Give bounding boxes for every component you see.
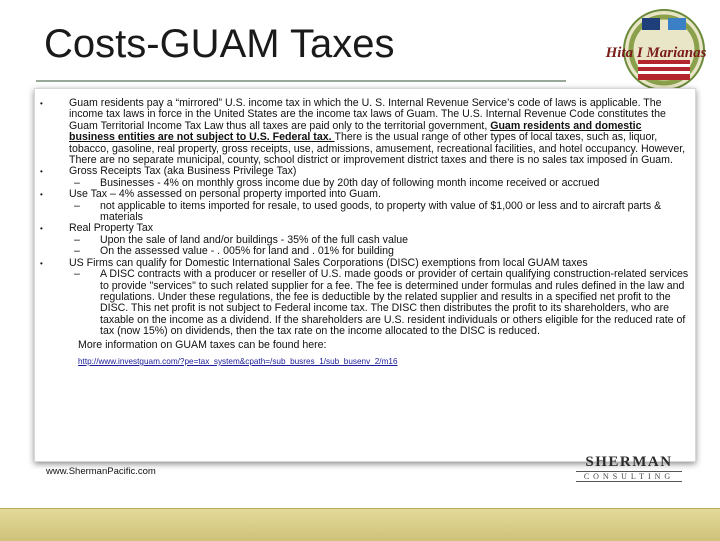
bullet-marker: • bbox=[40, 190, 43, 200]
slide-title: Costs-GUAM Taxes bbox=[44, 22, 395, 66]
bullet-text: US Firms can qualify for Domestic International Sales Corporations (DISC) exemptions from local GUAM taxes bbox=[69, 256, 588, 269]
sub-bullet-item bbox=[40, 269, 690, 337]
sub-bullet-marker: – bbox=[74, 176, 80, 189]
bullet-text: Guam residents pay a “mirrored” U.S. income tax in which the U. S. Internal Revenue Service’s code of laws is applicable. The income tax laws in force in the United States are the income tax laws of Guam. The U.S. Internal Revenue Code constitutes the Guam Territorial Income Tax Law thus all taxes are paid only to the territorial government, bbox=[69, 97, 666, 132]
bullet-list bbox=[40, 98, 690, 367]
sub-bullet-text: Upon the sale of land and/or buildings - 35% of the full cash value bbox=[100, 233, 409, 246]
bullet-item bbox=[40, 98, 690, 166]
bullet-text: Real Property Tax bbox=[69, 222, 154, 235]
sub-bullet-marker: – bbox=[74, 233, 80, 246]
bullet-marker: • bbox=[40, 224, 43, 234]
sub-bullet-text: Businesses - 4% on monthly gross income due by 20th day of following month income received or accrued bbox=[100, 176, 600, 189]
footer-website[interactable]: www.ShermanPacific.com bbox=[46, 466, 156, 477]
sub-bullet-marker: – bbox=[74, 199, 80, 212]
sherman-logo-main: SHERMAN bbox=[585, 454, 673, 470]
tax-info-link[interactable]: http://www.investguam.com/?pe=tax_system&cpath=/sub_busres_1/sub_busenv_2/m16 bbox=[78, 356, 398, 366]
bullet-text: Gross Receipts Tax (aka Business Privilege Tax) bbox=[69, 165, 297, 178]
bullet-text: Guam residents and domestic business entities are not subject to U.S. Federal tax. bbox=[69, 119, 642, 144]
logo-text: Hita I Marianas bbox=[605, 45, 707, 61]
sub-bullet-item bbox=[40, 201, 690, 224]
hita-marianas-logo bbox=[594, 8, 716, 98]
bullet-text: There is the usual range of other types of local taxes, such as, liquor, tobacco, gasoline, real property, gross receipts, use, admissions, amusement, recreational facilities, and hotel occupancy. However, There are no separate municipal, county, school district or improvement district taxes and there is no sales tax imposed in Guam. bbox=[69, 131, 686, 167]
sherman-logo-sub: CONSULTING bbox=[576, 471, 682, 482]
sub-bullet-text: On the assessed value - . 005% for land and . 01% for building bbox=[100, 245, 394, 258]
bullet-text: Use Tax – 4% assessed on personal property imported into Guam. bbox=[69, 188, 381, 201]
more-info-text: More information on GUAM taxes can be found here: bbox=[78, 338, 327, 351]
bullet-marker: • bbox=[40, 167, 43, 177]
sub-bullet-marker: – bbox=[74, 245, 80, 258]
sub-bullet-marker: – bbox=[74, 268, 80, 281]
sherman-consulting-logo bbox=[576, 455, 682, 482]
title-divider bbox=[36, 80, 566, 82]
bullet-marker: • bbox=[40, 258, 43, 268]
bullet-marker: • bbox=[40, 99, 43, 108]
sub-bullet-text: A DISC contracts with a producer or reseller of U.S. made goods or provider of certain qualifying construction-related services to provide "services" to such related supplier for a fee. The fee is determined under formulas and rules defined in the law and regulations. Under these regulations, the fee is deductible by the related supplier and results in a specified net profit to the DISC. This net profit is not subject to Federal income tax. The DISC then distributes the profit to its shareholders, who are taxable on the income as a dividend. If the shareholders are U.S. resident individuals or others eligible for the reduced rate of tax (now 15%) on dividends, then the tax rate on the income allocated to the DISC is reduced. bbox=[100, 268, 689, 338]
sub-bullet-text: not applicable to items imported for resale, to used goods, to property with value of $1,000 or less and to aircraft parts & materials bbox=[100, 199, 662, 224]
bottom-bar bbox=[0, 508, 720, 541]
